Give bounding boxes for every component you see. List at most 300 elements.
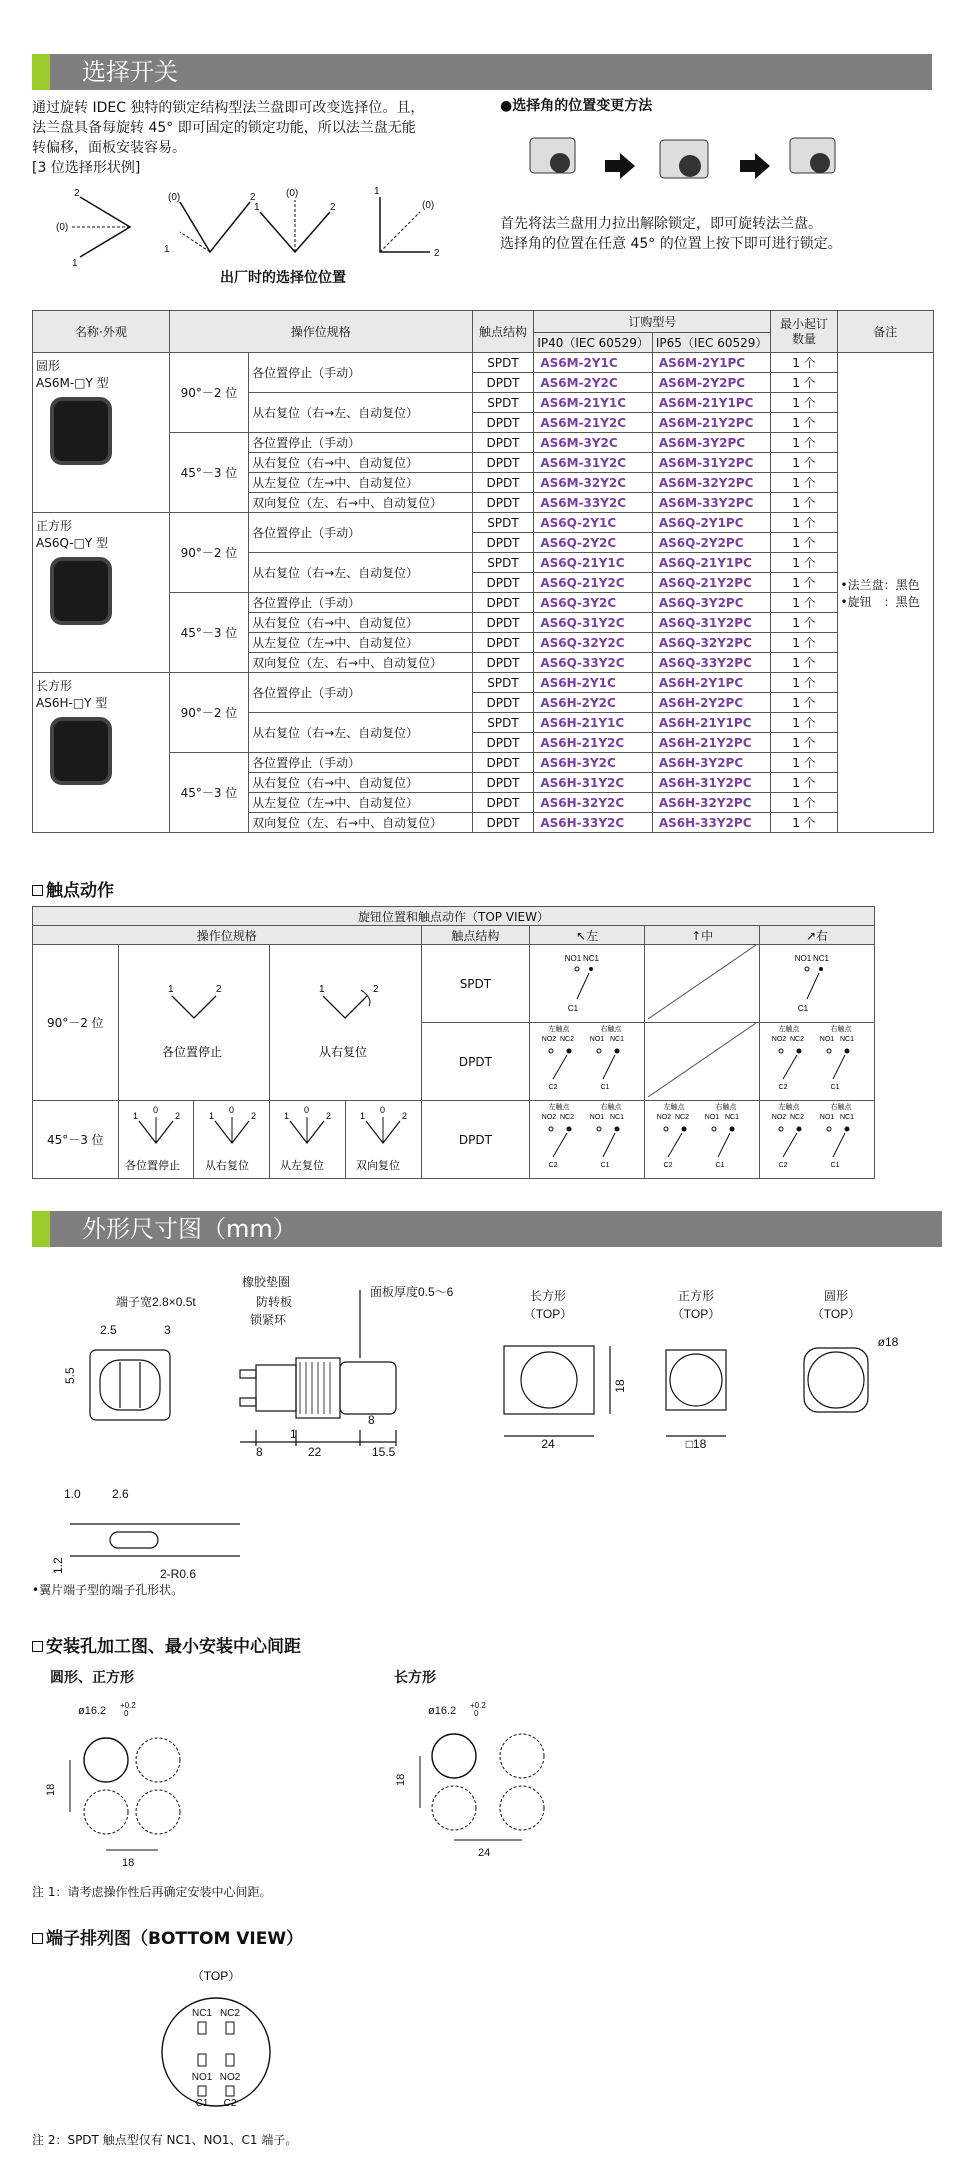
top-label: （TOP） xyxy=(671,1307,721,1321)
model-number: AS6H-21Y2PC xyxy=(652,733,771,753)
dpdt45-left xyxy=(530,1101,645,1179)
dpdt-right xyxy=(760,1023,875,1101)
operation-spec: 从右复位（右→中、自动复位） xyxy=(249,613,473,633)
model-number: AS6Q-33Y2PC xyxy=(652,653,771,673)
dim-18: 18 xyxy=(45,1783,57,1796)
terminal-body xyxy=(162,1998,270,2106)
moq-cell: 1 个 xyxy=(771,813,837,833)
shape-name: 正方形 xyxy=(36,519,73,533)
cell-45-fromleft xyxy=(270,1101,346,1179)
accent-bar xyxy=(32,1211,50,1247)
contact-table-title: 旋钮位置和触点动作（TOP VIEW） xyxy=(33,907,875,926)
angle-diagrams xyxy=(50,182,470,277)
contact-point xyxy=(575,967,579,971)
operation-spec: 从左复位（左→中、自动复位） xyxy=(249,793,473,813)
square-label: 正方形 xyxy=(677,1289,715,1303)
operation-spec: 各位置停止（手动） xyxy=(249,593,473,613)
type-name: AS6Q-□Y 型 xyxy=(36,536,109,550)
contact-type: DPDT xyxy=(472,613,534,633)
contact-point xyxy=(597,1127,601,1131)
contact-point xyxy=(615,1049,619,1053)
label-zero: 0 xyxy=(153,1105,159,1115)
label-two: 2 xyxy=(250,1111,256,1121)
operation-spec: 从右复位（右→左、自动复位） xyxy=(249,393,473,433)
contact-arm xyxy=(553,1133,567,1157)
contact-arm xyxy=(833,1055,845,1079)
contact-point xyxy=(779,1049,783,1053)
change-line-1: 首先将法兰盘用力拉出解除锁定，即可旋转法兰盘。 xyxy=(500,216,822,232)
label-lc: 左触点 xyxy=(548,1026,570,1033)
hole-tol: +0.2 xyxy=(120,1701,136,1710)
model-number: AS6H-31Y2C xyxy=(534,773,653,793)
hole-dim: ø16.2 xyxy=(428,1705,457,1717)
label-2: 2 xyxy=(74,188,80,199)
front-views xyxy=(500,1286,940,1476)
contact-type: DPDT xyxy=(472,733,534,753)
label-c1: C1 xyxy=(830,1084,840,1091)
dpdt45-mid-contact xyxy=(648,1101,756,1175)
moq-cell: 1 个 xyxy=(771,673,837,693)
product-cell xyxy=(33,513,170,673)
product-photo xyxy=(54,721,108,781)
header-moq: 最小起订数量 xyxy=(771,311,837,353)
cell-45-fromright xyxy=(194,1101,270,1179)
fromright-label: 从右复位 xyxy=(319,1045,368,1059)
model-number: AS6H-2Y2C xyxy=(534,693,653,713)
dim-3: 3 xyxy=(164,1323,171,1337)
label-nc1: NC1 xyxy=(840,1114,855,1121)
rect-front xyxy=(504,1346,594,1414)
contact-header-left: ↖左 xyxy=(530,926,645,945)
operation-spec: 双向复位（左、右→中、自动复位） xyxy=(249,813,473,833)
contact-type: DPDT xyxy=(472,493,534,513)
tab-note: •翼片端子型的端子孔形状。 xyxy=(32,1583,184,1597)
contact-arm xyxy=(553,1055,567,1079)
contact-type: DPDT xyxy=(472,753,534,773)
label-lc: 左触点 xyxy=(778,1026,800,1033)
gasket-label: 橡胶垫圈 xyxy=(242,1275,291,1289)
contact-point xyxy=(805,967,809,971)
table-row xyxy=(33,513,934,533)
model-number: AS6H-3Y2PC xyxy=(652,753,771,773)
table-row xyxy=(33,673,934,693)
cell-45-both xyxy=(345,1101,421,1179)
label-nc1: NC1 xyxy=(840,1036,855,1043)
moq-cell: 1 个 xyxy=(771,593,837,613)
moq-cell: 1 个 xyxy=(771,453,837,473)
label-nc2: NC2 xyxy=(560,1114,575,1121)
model-number: AS6M-2Y1C xyxy=(534,353,653,373)
contact-type: DPDT xyxy=(472,593,534,613)
shape-name: 圆形 xyxy=(36,359,61,373)
remark-flange: •法兰盘：黑色 xyxy=(840,577,920,592)
model-number: AS6M-3Y2C xyxy=(534,433,653,453)
moq-cell: 1 个 xyxy=(771,553,837,573)
model-number: AS6M-2Y2C xyxy=(534,373,653,393)
spdt-mid-na xyxy=(645,945,760,1023)
contact-point xyxy=(827,1127,831,1131)
remark-cell xyxy=(837,353,934,833)
antirot-label: 防转板 xyxy=(256,1295,293,1309)
contact-type: DPDT xyxy=(472,653,534,673)
label-rc: 右触点 xyxy=(715,1104,737,1111)
arrow-icon xyxy=(740,153,770,179)
position-spec: 45°－3 位 xyxy=(169,593,248,673)
label-two: 2 xyxy=(402,1111,408,1121)
round-front xyxy=(804,1348,868,1412)
contact-arm xyxy=(783,1133,797,1157)
model-number: AS6M-31Y2C xyxy=(534,453,653,473)
label-nc1: NC1 xyxy=(813,954,830,963)
round-label: 圆形 xyxy=(823,1289,849,1303)
dpdt45-right-contact xyxy=(763,1101,871,1175)
contact-type: SPDT xyxy=(472,513,534,533)
model-table xyxy=(32,310,934,833)
remark-knob: •旋钮 ：黑色 xyxy=(840,594,920,609)
label-nc1: NC1 xyxy=(610,1036,625,1043)
contact-point xyxy=(682,1127,686,1131)
label-c2: C2 xyxy=(778,1162,788,1169)
dim-8: 8 xyxy=(368,1413,375,1427)
contact-arm xyxy=(833,1133,845,1157)
diagonal-na xyxy=(648,1023,756,1097)
diagonal-na xyxy=(648,945,756,1019)
label-no2: NO2 xyxy=(771,1036,787,1043)
both-3-diagram xyxy=(348,1101,418,1175)
label-zero: 0 xyxy=(304,1105,310,1115)
type-name: AS6H-□Y 型 xyxy=(36,696,108,710)
label-rc: 右触点 xyxy=(600,1104,622,1111)
label-no1: NO1 xyxy=(564,954,582,963)
fromright-diagram xyxy=(273,966,417,1076)
operation-spec: 双向复位（左、右→中、自动复位） xyxy=(249,493,473,513)
moq-cell: 1 个 xyxy=(771,713,837,733)
section-header-dimensions xyxy=(32,1211,942,1247)
contact-type: DPDT xyxy=(472,573,534,593)
model-number: AS6Q-21Y2PC xyxy=(652,573,771,593)
moq-cell: 1 个 xyxy=(771,613,837,633)
contact-header-mid: ↑中 xyxy=(645,926,760,945)
model-number: AS6M-33Y2PC xyxy=(652,493,771,513)
fromright-label: 从右复位 xyxy=(204,1160,249,1172)
contact-type: SPDT xyxy=(472,553,534,573)
factory-caption: 出厂时的选择位位置 xyxy=(220,270,346,286)
label-one: 1 xyxy=(208,1111,214,1121)
operation-spec: 各位置停止（手动） xyxy=(249,673,473,713)
header-contact: 触点结构 xyxy=(472,311,534,353)
dim-1-2: 1.2 xyxy=(51,1557,65,1574)
hole-tol: +0.2 xyxy=(470,1701,486,1710)
model-number: AS6M-21Y2C xyxy=(534,413,653,433)
change-illustration xyxy=(500,118,880,208)
note-1: 注 1：请考虑操作性后再确定安装中心间距。 xyxy=(32,1885,272,1899)
label-2: 2 xyxy=(330,202,336,213)
label-nc2: NC2 xyxy=(790,1036,805,1043)
dpdt-right-contact xyxy=(763,1023,871,1097)
label-c2: C2 xyxy=(548,1162,558,1169)
label-c2: C2 xyxy=(663,1162,673,1169)
hole-tol-0: 0 xyxy=(124,1709,129,1718)
contact-type: DPDT xyxy=(472,773,534,793)
change-heading: ●选择角的位置变更方法 xyxy=(500,98,653,114)
model-number: AS6Q-2Y1PC xyxy=(652,513,771,533)
model-number: AS6M-31Y2PC xyxy=(652,453,771,473)
label-lc: 左触点 xyxy=(663,1104,685,1111)
label-c1: C1 xyxy=(600,1084,610,1091)
cell-fromright-90 xyxy=(270,945,421,1101)
label-c2: C2 xyxy=(223,2098,237,2109)
model-number: AS6H-21Y1C xyxy=(534,713,653,733)
dpdt-mid-na xyxy=(645,1023,760,1101)
square-front xyxy=(666,1350,726,1410)
fromleft-3-diagram xyxy=(272,1101,342,1175)
model-number: AS6M-2Y1PC xyxy=(652,353,771,373)
contact-point xyxy=(597,1049,601,1053)
row-90-2: 90°－2 位 xyxy=(33,945,119,1101)
contact-type: DPDT xyxy=(472,813,534,833)
label-no2: NO2 xyxy=(541,1114,557,1121)
operation-spec: 各位置停止（手动） xyxy=(249,513,473,553)
label-no2: NO2 xyxy=(656,1114,672,1121)
contact-type: DPDT xyxy=(472,793,534,813)
dim-phi18: ø18 xyxy=(877,1335,899,1349)
dim-1: 1 xyxy=(290,1427,297,1441)
panel-label: 面板厚度0.5～6 xyxy=(370,1285,454,1299)
moq-cell: 1 个 xyxy=(771,753,837,773)
operation-spec: 从右复位（右→左、自动复位） xyxy=(249,713,473,753)
label-0: (0) xyxy=(422,200,435,211)
checkbox-icon xyxy=(32,1641,43,1652)
contact-point xyxy=(797,1127,801,1131)
label-nc2: NC2 xyxy=(675,1114,690,1121)
moq-cell: 1 个 xyxy=(771,633,837,653)
moq-cell: 1 个 xyxy=(771,533,837,553)
model-number: AS6M-32Y2C xyxy=(534,473,653,493)
label-c1: C1 xyxy=(600,1162,610,1169)
terminal-arrangement xyxy=(150,1960,310,2130)
moq-cell: 1 个 xyxy=(771,793,837,813)
moq-cell: 1 个 xyxy=(771,513,837,533)
hole-tol-0: 0 xyxy=(474,1709,479,1718)
contact-point xyxy=(664,1127,668,1131)
checkbox-icon xyxy=(32,885,43,896)
contact-table xyxy=(32,906,875,1179)
product-cell xyxy=(33,673,170,833)
label-zero: 0 xyxy=(380,1105,386,1115)
cell-45-stop xyxy=(118,1101,194,1179)
contact-arm xyxy=(603,1133,615,1157)
intro-line-2: 法兰盘具备每旋转 45° 即可固定的锁定功能，所以法兰盘无能 xyxy=(32,120,416,136)
label-1: 1 xyxy=(319,984,325,995)
section-header-selector-switch xyxy=(32,54,932,90)
operation-spec: 从左复位（左→中、自动复位） xyxy=(249,473,473,493)
mount-section-title xyxy=(32,1632,301,1657)
side-knob xyxy=(340,1362,396,1414)
label-no1: NO1 xyxy=(589,1114,605,1121)
label-1: 1 xyxy=(374,186,380,197)
model-number: AS6Q-31Y2C xyxy=(534,613,653,633)
dpdt-left-contact xyxy=(533,1023,641,1097)
operation-spec: 各位置停止（手动） xyxy=(249,753,473,773)
model-number: AS6H-33Y2C xyxy=(534,813,653,833)
contact-point xyxy=(797,1049,801,1053)
dim-24: 24 xyxy=(541,1437,555,1451)
model-number: AS6Q-21Y2C xyxy=(534,573,653,593)
locknut-label: 锁紧环 xyxy=(250,1313,287,1327)
model-number: AS6Q-3Y2C xyxy=(534,593,653,613)
contact-arm xyxy=(783,1055,797,1079)
mount-left-label: 圆形、正方形 xyxy=(50,1670,134,1686)
arrow-icon xyxy=(605,153,635,179)
model-number: AS6M-2Y2PC xyxy=(652,373,771,393)
label-2: 2 xyxy=(373,984,379,995)
fromleft-label: 从左复位 xyxy=(280,1160,325,1172)
label-no1: NO1 xyxy=(819,1036,835,1043)
change-text xyxy=(500,214,842,254)
label-nc1: NC1 xyxy=(191,2008,213,2019)
model-number: AS6Q-32Y2PC xyxy=(652,633,771,653)
label-rc: 右触点 xyxy=(830,1026,852,1033)
terminal-width-label: 端子宽2.8×0.5t xyxy=(116,1295,196,1309)
row-45-3: 45°－3 位 xyxy=(33,1101,119,1179)
spdt-right xyxy=(760,945,875,1023)
moq-cell: 1 个 xyxy=(771,433,837,453)
stop-label: 各位置停止 xyxy=(161,1045,222,1059)
section-title: 外形尺寸图（mm） xyxy=(82,1215,297,1243)
contact-type: DPDT xyxy=(472,473,534,493)
example-label: [3 位选择形状例] xyxy=(32,160,141,176)
dim-2-6: 2.6 xyxy=(112,1487,129,1501)
contact-arm xyxy=(577,973,589,999)
position-spec: 90°－2 位 xyxy=(169,673,248,753)
contact-point xyxy=(712,1127,716,1131)
type-name: AS6M-□Y 型 xyxy=(36,376,109,390)
moq-cell: 1 个 xyxy=(771,573,837,593)
model-number: AS6H-2Y2PC xyxy=(652,693,771,713)
dpdt45-left-contact xyxy=(533,1101,641,1175)
contact-type: SPDT xyxy=(472,713,534,733)
terminal-section-title xyxy=(32,1924,303,1949)
rect-label: 长方形 xyxy=(529,1289,567,1303)
label-no1: NO1 xyxy=(704,1114,720,1121)
spdt-left-contact xyxy=(533,945,641,1019)
moq-cell: 1 个 xyxy=(771,493,837,513)
label-0: (0) xyxy=(286,188,299,199)
label-nc1: NC1 xyxy=(610,1114,625,1121)
contact-point xyxy=(549,1127,553,1131)
header-name: 名称·外观 xyxy=(33,311,170,353)
model-number: AS6M-21Y2PC xyxy=(652,413,771,433)
dim-22: 22 xyxy=(308,1445,322,1459)
moq-cell: 1 个 xyxy=(771,393,837,413)
label-one: 1 xyxy=(284,1111,290,1121)
contact-type: DPDT xyxy=(472,633,534,653)
label-zero: 0 xyxy=(228,1105,234,1115)
mount-title: 安装孔加工图、最小安装中心间距 xyxy=(46,1637,301,1657)
contact-type: DPDT xyxy=(472,533,534,553)
label-c2: C2 xyxy=(548,1084,558,1091)
dim-8: 8 xyxy=(256,1445,263,1459)
label-c1: C1 xyxy=(568,1004,579,1013)
model-number: AS6Q-2Y2C xyxy=(534,533,653,553)
model-number: AS6H-21Y1PC xyxy=(652,713,771,733)
side-body xyxy=(256,1365,296,1411)
model-number: AS6H-2Y1PC xyxy=(652,673,771,693)
label-no2: NO2 xyxy=(541,1036,557,1043)
position-spec: 90°－2 位 xyxy=(169,513,248,593)
top-label: （TOP） xyxy=(191,1969,241,1983)
operation-spec: 从左复位（左→中、自动复位） xyxy=(249,633,473,653)
model-number: AS6M-32Y2PC xyxy=(652,473,771,493)
mount-right-label: 长方形 xyxy=(394,1670,436,1686)
dpdt-left xyxy=(530,1023,645,1101)
both-label: 双向复位 xyxy=(356,1160,401,1172)
struct-dpdt: DPDT xyxy=(421,1101,530,1179)
model-number: AS6H-32Y2PC xyxy=(652,793,771,813)
spdt-right-contact xyxy=(763,945,871,1019)
checkbox-icon xyxy=(32,1933,43,1944)
mount-drawing-rect xyxy=(390,1700,590,1870)
label-c1: C1 xyxy=(797,1004,809,1013)
model-number: AS6Q-33Y2C xyxy=(534,653,653,673)
dpdt45-right xyxy=(760,1101,875,1179)
label-nc1: NC1 xyxy=(725,1114,740,1121)
struct-spdt: SPDT xyxy=(421,945,530,1023)
model-number: AS6H-33Y2PC xyxy=(652,813,771,833)
position-spec: 45°－3 位 xyxy=(169,753,248,833)
label-nc2: NC2 xyxy=(560,1036,575,1043)
label-2: 2 xyxy=(434,248,440,259)
top-label: （TOP） xyxy=(811,1307,861,1321)
label-nc2: NC2 xyxy=(219,2008,241,2019)
model-number: AS6H-2Y1C xyxy=(534,673,653,693)
contact-title: 触点动作 xyxy=(46,881,114,901)
label-2: 2 xyxy=(250,192,256,203)
contact-arm xyxy=(603,1055,615,1079)
contact-type: SPDT xyxy=(472,393,534,413)
label-nc1: NC1 xyxy=(583,954,600,963)
terminal-title: 端子排列图（BOTTOM VIEW） xyxy=(46,1929,304,1949)
label-two: 2 xyxy=(175,1111,181,1121)
mount-hole xyxy=(84,1738,128,1782)
dim-r06: 2-R0.6 xyxy=(160,1567,197,1581)
label-1: 1 xyxy=(167,984,174,995)
moq-cell: 1 个 xyxy=(771,353,837,373)
contact-point xyxy=(779,1127,783,1131)
tab-terminal-drawing xyxy=(50,1484,250,1594)
dim-sq18: □18 xyxy=(685,1437,707,1451)
contact-point xyxy=(615,1127,619,1131)
product-photo xyxy=(54,401,108,461)
moq-cell: 1 个 xyxy=(771,473,837,493)
label-rc: 右触点 xyxy=(830,1104,852,1111)
header-ip40: IP40（IEC 60529） xyxy=(534,333,653,353)
model-number: AS6M-3Y2PC xyxy=(652,433,771,453)
model-number: AS6Q-21Y1C xyxy=(534,553,653,573)
contact-type: DPDT xyxy=(472,433,534,453)
contact-point xyxy=(589,967,593,971)
contact-type: DPDT xyxy=(472,413,534,433)
table-row xyxy=(33,353,934,373)
model-number: AS6Q-21Y1PC xyxy=(652,553,771,573)
contact-point xyxy=(845,1127,849,1131)
operation-spec: 从右复位（右→中、自动复位） xyxy=(249,453,473,473)
label-nc2: NC2 xyxy=(790,1114,805,1121)
spdt-left xyxy=(530,945,645,1023)
moq-cell: 1 个 xyxy=(771,653,837,673)
label-no1: NO1 xyxy=(794,954,812,963)
accent-bar xyxy=(32,54,50,90)
